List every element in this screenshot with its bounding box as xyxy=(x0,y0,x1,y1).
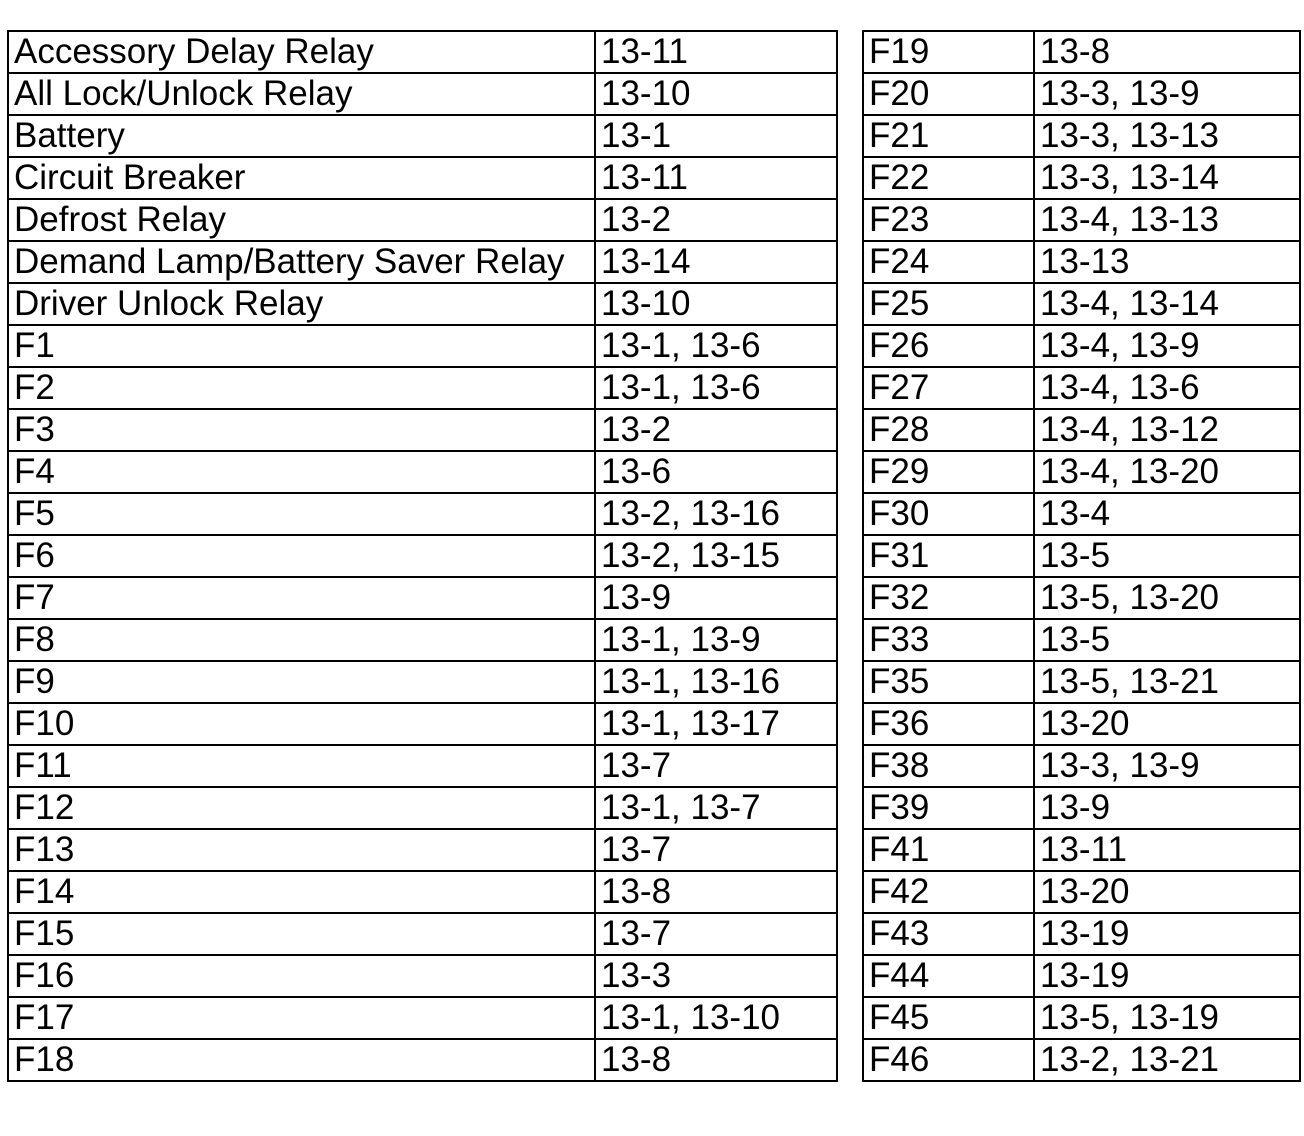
page-reference-cell: 13-4, 13-13 xyxy=(1034,199,1300,241)
table-row xyxy=(8,493,837,535)
page-reference-cell: 13-4, 13-14 xyxy=(1034,283,1300,325)
page-reference-cell: 13-5 xyxy=(1034,619,1300,661)
component-name-cell: F38 xyxy=(863,745,1034,787)
component-name-cell: F18 xyxy=(8,1039,595,1081)
table-row xyxy=(8,325,837,367)
component-name-cell: F5 xyxy=(8,493,595,535)
component-name-cell: F24 xyxy=(863,241,1034,283)
page-reference-cell: 13-1 xyxy=(595,115,837,157)
component-name-cell: F20 xyxy=(863,73,1034,115)
table-row xyxy=(8,829,837,871)
table-row xyxy=(8,409,837,451)
component-name-cell: F12 xyxy=(8,787,595,829)
table-row xyxy=(863,31,1300,73)
component-index-table-left xyxy=(7,30,838,1082)
component-name-cell: F21 xyxy=(863,115,1034,157)
table-row xyxy=(863,997,1300,1039)
table-row xyxy=(8,115,837,157)
page-reference-cell: 13-3, 13-9 xyxy=(1034,73,1300,115)
component-index-rows xyxy=(863,31,1300,1081)
table-row xyxy=(863,409,1300,451)
component-name-cell: F1 xyxy=(8,325,595,367)
component-name-cell: Defrost Relay xyxy=(8,199,595,241)
table-row xyxy=(863,745,1300,787)
component-name-cell: F25 xyxy=(863,283,1034,325)
table-row xyxy=(8,787,837,829)
table-row xyxy=(863,325,1300,367)
component-name-cell: F3 xyxy=(8,409,595,451)
table-row xyxy=(8,871,837,913)
component-index-table-right xyxy=(862,30,1301,1082)
table-row xyxy=(8,451,837,493)
page-reference-cell: 13-2, 13-21 xyxy=(1034,1039,1300,1081)
table-row xyxy=(8,997,837,1039)
table-row xyxy=(863,871,1300,913)
component-name-cell: F46 xyxy=(863,1039,1034,1081)
component-index-rows xyxy=(8,31,837,1081)
page-reference-cell: 13-1, 13-7 xyxy=(595,787,837,829)
table-row xyxy=(8,535,837,577)
page-reference-cell: 13-19 xyxy=(1034,955,1300,997)
table-row xyxy=(8,241,837,283)
page-reference-cell: 13-3, 13-13 xyxy=(1034,115,1300,157)
page-reference-cell: 13-3 xyxy=(595,955,837,997)
table-row xyxy=(8,1039,837,1081)
table-row xyxy=(8,73,837,115)
component-name-cell: F36 xyxy=(863,703,1034,745)
page-reference-cell: 13-2, 13-15 xyxy=(595,535,837,577)
table-row xyxy=(8,703,837,745)
component-name-cell: F33 xyxy=(863,619,1034,661)
page-reference-cell: 13-10 xyxy=(595,73,837,115)
table-row xyxy=(863,619,1300,661)
component-name-cell: Battery xyxy=(8,115,595,157)
table-row xyxy=(863,115,1300,157)
component-name-cell: F45 xyxy=(863,997,1034,1039)
component-name-cell: F39 xyxy=(863,787,1034,829)
component-name-cell: Circuit Breaker xyxy=(8,157,595,199)
page-reference-cell: 13-5, 13-21 xyxy=(1034,661,1300,703)
component-name-cell: F31 xyxy=(863,535,1034,577)
table-row xyxy=(863,1039,1300,1081)
page-reference-cell: 13-2 xyxy=(595,409,837,451)
page-reference-cell: 13-6 xyxy=(595,451,837,493)
page-reference-cell: 13-10 xyxy=(595,283,837,325)
page-reference-cell: 13-9 xyxy=(595,577,837,619)
component-name-cell: F43 xyxy=(863,913,1034,955)
component-name-cell: F7 xyxy=(8,577,595,619)
page-reference-cell: 13-11 xyxy=(595,157,837,199)
table-row xyxy=(863,955,1300,997)
page-reference-cell: 13-11 xyxy=(1034,829,1300,871)
page-reference-cell: 13-1, 13-17 xyxy=(595,703,837,745)
table-row xyxy=(863,199,1300,241)
table-row xyxy=(863,451,1300,493)
table-row xyxy=(8,745,837,787)
page-reference-cell: 13-14 xyxy=(595,241,837,283)
component-name-cell: F29 xyxy=(863,451,1034,493)
table-row xyxy=(863,367,1300,409)
page-reference-cell: 13-19 xyxy=(1034,913,1300,955)
table-row xyxy=(8,31,837,73)
component-name-cell: F8 xyxy=(8,619,595,661)
table-row xyxy=(863,913,1300,955)
page-reference-cell: 13-1, 13-16 xyxy=(595,661,837,703)
table-row xyxy=(863,829,1300,871)
component-name-cell: Demand Lamp/Battery Saver Relay xyxy=(8,241,595,283)
component-name-cell: F2 xyxy=(8,367,595,409)
page-reference-cell: 13-4, 13-12 xyxy=(1034,409,1300,451)
page-reference-cell: 13-2, 13-16 xyxy=(595,493,837,535)
component-name-cell: F14 xyxy=(8,871,595,913)
table-row xyxy=(863,73,1300,115)
table-row xyxy=(863,787,1300,829)
component-name-cell: F32 xyxy=(863,577,1034,619)
page-reference-cell: 13-8 xyxy=(595,871,837,913)
page-reference-cell: 13-5, 13-20 xyxy=(1034,577,1300,619)
page-reference-cell: 13-1, 13-10 xyxy=(595,997,837,1039)
page-reference-cell: 13-4, 13-20 xyxy=(1034,451,1300,493)
page-reference-cell: 13-1, 13-6 xyxy=(595,325,837,367)
component-name-cell: F28 xyxy=(863,409,1034,451)
page-reference-cell: 13-2 xyxy=(595,199,837,241)
component-name-cell: F27 xyxy=(863,367,1034,409)
component-name-cell: F10 xyxy=(8,703,595,745)
table-row xyxy=(8,367,837,409)
table-row xyxy=(863,703,1300,745)
table-row xyxy=(863,493,1300,535)
table-row xyxy=(863,283,1300,325)
component-name-cell: F4 xyxy=(8,451,595,493)
component-name-cell: F26 xyxy=(863,325,1034,367)
table-row xyxy=(863,577,1300,619)
page-reference-cell: 13-4 xyxy=(1034,493,1300,535)
component-name-cell: F15 xyxy=(8,913,595,955)
component-name-cell: F11 xyxy=(8,745,595,787)
component-name-cell: F30 xyxy=(863,493,1034,535)
table-row xyxy=(863,157,1300,199)
component-name-cell: F9 xyxy=(8,661,595,703)
page-reference-cell: 13-20 xyxy=(1034,703,1300,745)
table-row xyxy=(8,577,837,619)
page-reference-cell: 13-13 xyxy=(1034,241,1300,283)
table-row xyxy=(863,535,1300,577)
page-reference-cell: 13-11 xyxy=(595,31,837,73)
table-row xyxy=(8,199,837,241)
page-reference-cell: 13-5 xyxy=(1034,535,1300,577)
page-reference-cell: 13-4, 13-9 xyxy=(1034,325,1300,367)
page-reference-cell: 13-1, 13-6 xyxy=(595,367,837,409)
page-reference-cell: 13-7 xyxy=(595,829,837,871)
component-name-cell: F22 xyxy=(863,157,1034,199)
page-reference-cell: 13-4, 13-6 xyxy=(1034,367,1300,409)
component-name-cell: F13 xyxy=(8,829,595,871)
table-row xyxy=(8,157,837,199)
component-name-cell: Driver Unlock Relay xyxy=(8,283,595,325)
page-reference-cell: 13-8 xyxy=(595,1039,837,1081)
component-name-cell: F35 xyxy=(863,661,1034,703)
component-name-cell: Accessory Delay Relay xyxy=(8,31,595,73)
page-reference-cell: 13-7 xyxy=(595,745,837,787)
component-name-cell: F19 xyxy=(863,31,1034,73)
table-row xyxy=(8,619,837,661)
component-name-cell: F41 xyxy=(863,829,1034,871)
table-row xyxy=(8,661,837,703)
table-row xyxy=(863,241,1300,283)
table-row xyxy=(8,955,837,997)
component-name-cell: F6 xyxy=(8,535,595,577)
page-reference-cell: 13-3, 13-14 xyxy=(1034,157,1300,199)
page-reference-cell: 13-8 xyxy=(1034,31,1300,73)
page-reference-cell: 13-20 xyxy=(1034,871,1300,913)
component-name-cell: F42 xyxy=(863,871,1034,913)
page-reference-cell: 13-5, 13-19 xyxy=(1034,997,1300,1039)
page-reference-cell: 13-7 xyxy=(595,913,837,955)
table-row xyxy=(8,913,837,955)
component-name-cell: F23 xyxy=(863,199,1034,241)
table-row xyxy=(863,661,1300,703)
component-name-cell: All Lock/Unlock Relay xyxy=(8,73,595,115)
page-reference-cell: 13-9 xyxy=(1034,787,1300,829)
table-row xyxy=(8,283,837,325)
component-name-cell: F16 xyxy=(8,955,595,997)
page-reference-cell: 13-3, 13-9 xyxy=(1034,745,1300,787)
component-name-cell: F44 xyxy=(863,955,1034,997)
component-name-cell: F17 xyxy=(8,997,595,1039)
page-reference-cell: 13-1, 13-9 xyxy=(595,619,837,661)
